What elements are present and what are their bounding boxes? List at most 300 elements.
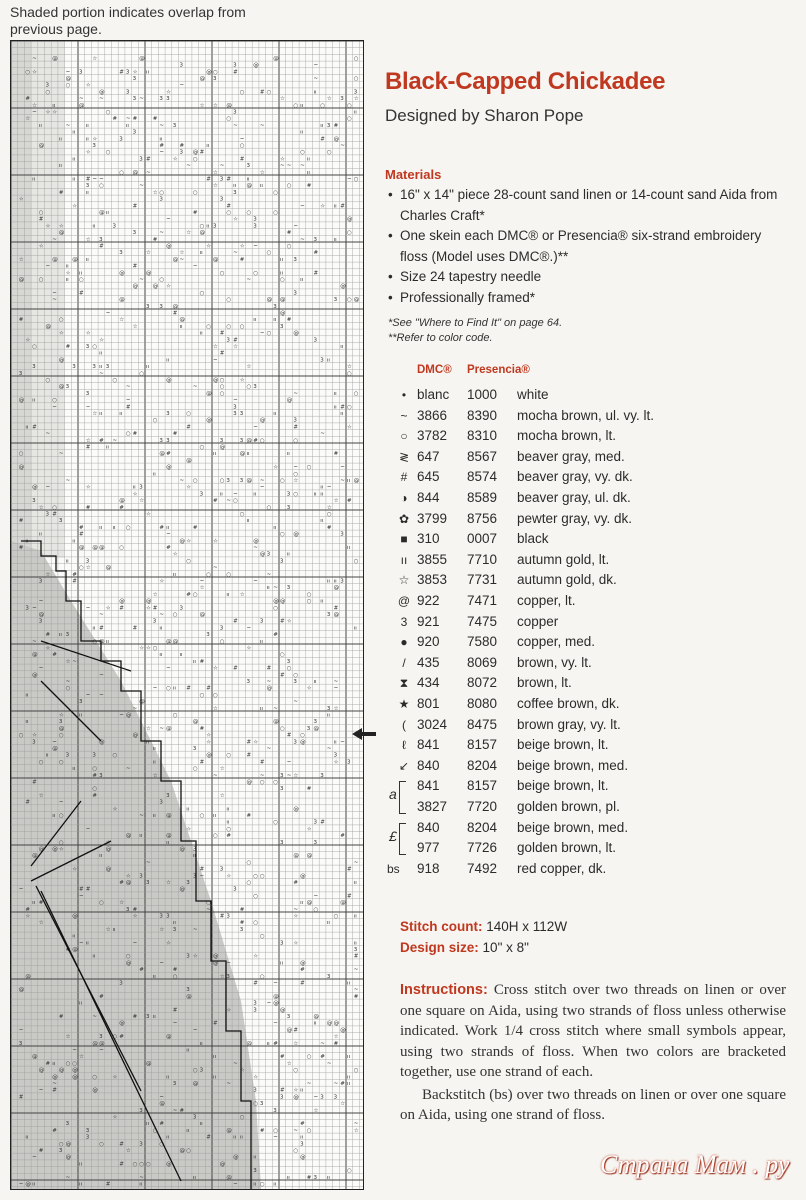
svg-text:~: ~: [353, 987, 359, 994]
blend-symbol: a: [389, 786, 397, 803]
svg-text:○: ○: [306, 464, 312, 471]
svg-text:~: ~: [85, 692, 91, 699]
svg-text:~: ~: [32, 605, 37, 612]
presencia-number: 7471: [467, 593, 498, 608]
svg-text:#: #: [300, 980, 305, 987]
svg-text:#: #: [85, 504, 91, 511]
svg-text:~: ~: [18, 1027, 24, 1034]
svg-text:ıı: ıı: [347, 478, 351, 484]
svg-text:☆: ☆: [186, 484, 192, 491]
svg-text:#: #: [85, 444, 91, 451]
svg-text:○: ○: [226, 752, 232, 759]
svg-text:@: @: [259, 551, 266, 558]
svg-text:~: ~: [313, 893, 319, 900]
dmc-number: 3827: [417, 799, 448, 814]
svg-text:○: ○: [192, 1067, 198, 1074]
svg-text:ıı: ıı: [58, 163, 62, 170]
svg-text:○: ○: [313, 906, 319, 913]
svg-text:☆: ☆: [306, 685, 312, 692]
svg-text:@: @: [105, 866, 112, 873]
svg-text:~: ~: [172, 1107, 178, 1114]
svg-text:☆: ☆: [213, 344, 218, 350]
svg-text:○: ○: [286, 665, 292, 672]
color-name: beige brown, lt.: [517, 737, 609, 753]
svg-text:~: ~: [105, 310, 111, 317]
svg-text:ıı: ıı: [25, 692, 29, 699]
svg-text:@: @: [199, 612, 206, 618]
svg-text:@: @: [259, 417, 266, 424]
svg-text:3: 3: [273, 303, 277, 310]
svg-text:○: ○: [18, 732, 24, 739]
svg-text:○: ○: [293, 1148, 299, 1154]
svg-text:○: ○: [125, 524, 131, 531]
svg-text:3: 3: [246, 163, 250, 170]
svg-text:○: ○: [99, 183, 104, 190]
svg-text:#: #: [280, 1087, 285, 1094]
svg-text:ıı: ıı: [326, 712, 330, 719]
svg-text:#: #: [199, 759, 205, 766]
svg-text:#: #: [233, 337, 238, 344]
svg-text:@: @: [52, 746, 58, 752]
svg-text:@: @: [293, 330, 299, 337]
svg-text:@: @: [166, 377, 172, 384]
svg-text:~: ~: [259, 484, 265, 491]
svg-text:☆: ☆: [166, 283, 172, 290]
svg-text:☆: ☆: [38, 504, 44, 511]
svg-text:☆: ☆: [152, 772, 158, 779]
svg-text:☆: ☆: [333, 1034, 339, 1041]
svg-text:☆: ☆: [347, 364, 352, 371]
svg-text:~: ~: [293, 1127, 299, 1134]
svg-text:~: ~: [166, 531, 171, 538]
svg-text:3: 3: [139, 1141, 143, 1148]
svg-text:~: ~: [72, 658, 77, 665]
svg-text:ıı: ıı: [192, 658, 196, 665]
svg-text:~: ~: [326, 484, 332, 491]
svg-text:#: #: [253, 980, 258, 987]
svg-text:3: 3: [32, 364, 36, 371]
svg-text:3: 3: [226, 973, 230, 980]
svg-text:ıı: ıı: [199, 1040, 203, 1047]
svg-text:○: ○: [45, 377, 51, 384]
svg-text:~: ~: [353, 1121, 359, 1128]
svg-text:ıı: ıı: [72, 933, 76, 940]
svg-text:#: #: [259, 759, 265, 766]
svg-text:@: @: [159, 451, 165, 458]
svg-text:~: ~: [293, 464, 299, 471]
svg-text:3: 3: [85, 344, 90, 350]
svg-text:#: #: [293, 880, 299, 886]
svg-text:@: @: [333, 136, 340, 143]
svg-text:☆: ☆: [146, 725, 151, 732]
svg-text:ıı: ıı: [146, 739, 150, 746]
stitch-symbol: ●: [400, 635, 408, 650]
svg-text:3: 3: [186, 953, 190, 960]
svg-text:~: ~: [353, 967, 359, 974]
svg-text:~: ~: [293, 906, 299, 913]
svg-text:☆: ☆: [306, 826, 312, 833]
pattern-title: Black-Capped Chickadee: [385, 68, 666, 95]
svg-text:ıı: ıı: [65, 263, 69, 270]
svg-text:○: ○: [239, 1114, 245, 1121]
svg-text:ıı: ıı: [333, 578, 337, 585]
presencia-number: 8204: [467, 819, 498, 835]
svg-text:3: 3: [152, 618, 157, 625]
svg-text:○: ○: [300, 149, 305, 156]
svg-text:ıı: ıı: [166, 524, 170, 531]
svg-text:3: 3: [286, 585, 291, 592]
svg-text:~: ~: [259, 122, 265, 129]
svg-text:3: 3: [280, 1094, 284, 1101]
svg-text:@: @: [206, 752, 212, 759]
svg-text:○: ○: [246, 384, 252, 391]
svg-text:☆: ☆: [206, 732, 212, 739]
svg-text:~: ~: [79, 940, 84, 947]
color-name: white: [517, 387, 549, 402]
svg-text:~: ~: [253, 545, 258, 551]
svg-text:○: ○: [293, 102, 299, 109]
material-item: • 16" x 14" piece 28-count sand linen or 14-count sand Aida from Charles Craft*: [385, 185, 785, 226]
svg-text:☆: ☆: [139, 645, 145, 652]
svg-text:ıı: ıı: [333, 390, 337, 397]
svg-text:@: @: [313, 1014, 319, 1020]
svg-text:~: ~: [226, 960, 232, 967]
svg-text:ıı: ıı: [72, 538, 76, 545]
svg-text:#: #: [38, 1148, 44, 1154]
stitch-count-value: 140H x 112W: [486, 919, 568, 934]
svg-text:~: ~: [313, 76, 319, 82]
svg-text:3: 3: [333, 1094, 338, 1101]
svg-text:#: #: [119, 1034, 124, 1041]
svg-text:~: ~: [139, 277, 144, 283]
svg-text:3: 3: [65, 1121, 70, 1128]
svg-text:☆: ☆: [92, 136, 98, 143]
svg-text:○: ○: [326, 511, 332, 518]
svg-text:ıı: ıı: [105, 210, 109, 216]
svg-text:ıı: ıı: [99, 853, 103, 860]
svg-text:~: ~: [65, 478, 71, 484]
svg-text:○: ○: [306, 1127, 312, 1134]
stitch-count-label: Stitch count:: [400, 919, 483, 934]
svg-text:#: #: [333, 451, 339, 458]
svg-text:~: ~: [166, 665, 171, 672]
svg-text:@: @: [273, 719, 279, 726]
svg-text:ıı: ıı: [159, 136, 163, 143]
svg-text:~: ~: [340, 143, 345, 149]
svg-text:○: ○: [219, 478, 225, 484]
svg-text:@: @: [313, 725, 319, 732]
svg-text:#: #: [213, 1020, 218, 1027]
svg-text:#: #: [152, 236, 158, 243]
svg-text:ıı: ıı: [172, 571, 176, 578]
stitch-symbol: ■: [400, 532, 408, 547]
svg-text:3: 3: [85, 1134, 90, 1141]
svg-text:@: @: [32, 652, 38, 659]
svg-text:~: ~: [253, 243, 258, 250]
blend-bracket: [399, 823, 406, 856]
svg-text:@: @: [246, 437, 252, 444]
svg-text:3: 3: [333, 752, 338, 759]
svg-text:#: #: [320, 1054, 325, 1061]
design-size: [400, 938, 529, 958]
svg-text:☆: ☆: [226, 873, 232, 880]
svg-text:@: @: [186, 457, 192, 464]
svg-text:○: ○: [45, 89, 51, 96]
svg-text:#: #: [233, 69, 238, 76]
svg-text:○: ○: [112, 752, 118, 759]
instructions-text: Cross stitch over two threads on linen or over one square on Aida, using two strands of floss unless otherwise indicated. Work 1/4 cross stitch where small symbols appear, using two strands of floss. When two colors are bracketed together, use one strand of each.: [400, 982, 787, 1080]
svg-text:☆: ☆: [186, 538, 192, 545]
svg-text:○: ○: [92, 638, 98, 645]
svg-text:@: @: [280, 598, 286, 605]
svg-text:○: ○: [353, 558, 359, 565]
svg-text:○: ○: [112, 377, 118, 384]
svg-text:☆: ☆: [159, 926, 165, 933]
svg-text:~: ~: [112, 437, 118, 444]
svg-text:ıı: ıı: [186, 1047, 190, 1054]
dmc-number: 840: [417, 757, 440, 773]
svg-text:3: 3: [226, 913, 230, 920]
svg-text:~: ~: [65, 1174, 71, 1181]
svg-text:☆: ☆: [146, 511, 151, 518]
svg-text:@: @: [179, 886, 185, 893]
svg-text:ıı: ıı: [45, 752, 49, 759]
svg-text:○: ○: [280, 725, 285, 732]
svg-text:@: @: [65, 1154, 72, 1161]
svg-text:☆: ☆: [280, 156, 285, 163]
presencia-number: 8204: [467, 757, 498, 773]
svg-text:○: ○: [293, 672, 299, 679]
presencia-number: 8390: [467, 407, 498, 423]
svg-text:○: ○: [347, 230, 352, 237]
svg-text:○: ○: [273, 605, 279, 612]
svg-text:#: #: [125, 404, 131, 411]
svg-text:@: @: [266, 297, 273, 304]
svg-text:@: @: [99, 1040, 105, 1047]
svg-text:☆: ☆: [18, 196, 24, 203]
svg-text:○: ○: [246, 880, 252, 886]
svg-text:ıı: ıı: [146, 364, 150, 371]
svg-text:☆: ☆: [239, 1067, 245, 1074]
svg-text:#: #: [306, 1174, 312, 1181]
svg-text:ıı: ıı: [280, 256, 284, 263]
svg-text:☆: ☆: [85, 149, 91, 156]
svg-text:#: #: [239, 906, 245, 913]
svg-text:#: #: [172, 431, 178, 438]
svg-text:3: 3: [326, 973, 331, 980]
svg-text:3: 3: [266, 551, 271, 558]
presencia-number: 7731: [467, 572, 498, 588]
svg-text:#: #: [65, 344, 71, 350]
svg-text:3: 3: [353, 947, 358, 953]
svg-text:3: 3: [259, 1101, 264, 1108]
svg-text:3: 3: [199, 1067, 204, 1074]
svg-text:#: #: [219, 350, 225, 357]
svg-text:@: @: [105, 565, 112, 572]
svg-text:ıı: ıı: [38, 531, 42, 538]
svg-text:3: 3: [159, 913, 163, 920]
svg-text:3: 3: [280, 772, 284, 779]
svg-text:3: 3: [146, 1014, 150, 1020]
svg-text:☆: ☆: [340, 1101, 346, 1108]
svg-text:@: @: [79, 545, 85, 551]
svg-text:@: @: [25, 1181, 31, 1188]
svg-text:@: @: [38, 143, 45, 149]
svg-text:ıı: ıı: [92, 223, 96, 230]
svg-text:@: @: [166, 1161, 172, 1168]
svg-text:○: ○: [112, 1034, 118, 1041]
svg-text:3: 3: [313, 1174, 317, 1181]
svg-text:○: ○: [172, 712, 178, 719]
svg-text:○: ○: [125, 953, 131, 960]
svg-text:○: ○: [219, 638, 225, 645]
svg-text:@: @: [246, 183, 252, 190]
svg-text:☆: ☆: [146, 605, 151, 612]
svg-text:ıı: ıı: [172, 685, 176, 692]
svg-text:○: ○: [280, 277, 285, 283]
svg-text:#: #: [306, 183, 312, 190]
svg-text:~: ~: [85, 826, 91, 833]
svg-text:○: ○: [273, 1127, 279, 1134]
svg-text:○: ○: [58, 732, 64, 739]
svg-text:○: ○: [353, 55, 359, 62]
svg-text:○: ○: [226, 210, 232, 216]
svg-text:ıı: ıı: [253, 1154, 257, 1161]
svg-text:○: ○: [192, 478, 198, 484]
svg-text:~: ~: [300, 236, 305, 243]
svg-text:@: @: [353, 478, 360, 484]
svg-text:○: ○: [280, 652, 285, 659]
svg-text:3: 3: [79, 699, 83, 706]
svg-text:~: ~: [99, 1047, 104, 1054]
svg-text:~: ~: [99, 176, 104, 183]
svg-text:@: @: [219, 1161, 226, 1168]
svg-text:☆: ☆: [293, 940, 299, 947]
svg-text:○: ○: [306, 591, 312, 598]
svg-text:3: 3: [326, 705, 331, 712]
svg-text:~: ~: [293, 223, 299, 230]
svg-text:☆: ☆: [38, 792, 44, 799]
svg-text:ıı: ıı: [306, 169, 310, 176]
svg-text:~: ~: [273, 1020, 278, 1027]
svg-text:☆: ☆: [45, 223, 51, 230]
svg-text:~: ~: [139, 96, 144, 103]
svg-text:~: ~: [226, 1081, 232, 1087]
svg-text:@: @: [119, 1020, 125, 1027]
svg-text:☆: ☆: [333, 705, 339, 712]
svg-text:#: #: [199, 866, 205, 873]
svg-text:~: ~: [233, 397, 238, 404]
svg-text:3: 3: [340, 531, 344, 538]
svg-text:☆: ☆: [146, 250, 151, 257]
svg-text:#: #: [233, 618, 238, 625]
svg-text:#: #: [159, 143, 165, 149]
svg-text:ıı: ıı: [300, 1134, 304, 1141]
svg-text:~: ~: [266, 571, 272, 578]
svg-text:☆: ☆: [313, 1107, 319, 1114]
svg-text:ıı: ıı: [79, 712, 83, 719]
svg-text:@: @: [280, 310, 286, 317]
svg-text:ıı: ıı: [79, 1000, 83, 1007]
svg-text:3: 3: [340, 578, 344, 585]
dmc-number: 921: [417, 613, 440, 629]
svg-text:~: ~: [253, 578, 258, 585]
svg-text:3: 3: [226, 478, 230, 484]
svg-text:○: ○: [266, 330, 272, 337]
svg-text:○: ○: [58, 759, 64, 766]
svg-text:○: ○: [266, 89, 272, 96]
materials-heading: Materials: [385, 167, 442, 182]
svg-text:3: 3: [333, 297, 338, 304]
svg-text:○: ○: [206, 900, 212, 907]
svg-text:~: ~: [32, 55, 37, 62]
svg-text:○: ○: [199, 692, 205, 699]
svg-text:☆: ☆: [105, 926, 111, 933]
svg-text:ıı: ıı: [79, 1161, 83, 1168]
svg-text:3: 3: [32, 498, 36, 505]
svg-text:@: @: [253, 538, 259, 545]
svg-text:ıı: ıı: [226, 591, 230, 598]
svg-text:ıı: ıı: [313, 1020, 317, 1027]
svg-text:@: @: [179, 846, 185, 853]
svg-text:ıı: ıı: [72, 176, 76, 183]
svg-text:3: 3: [179, 605, 183, 612]
svg-text:ıı: ıı: [132, 484, 136, 491]
svg-text:☆: ☆: [213, 665, 218, 672]
svg-text:~: ~: [233, 250, 238, 257]
stitch-symbol: ○: [400, 429, 408, 444]
svg-text:ıı: ıı: [347, 1054, 351, 1061]
svg-text:3: 3: [125, 89, 130, 96]
svg-text:ıı: ıı: [125, 122, 129, 129]
svg-text:#: #: [259, 89, 265, 96]
svg-text:○: ○: [38, 210, 44, 216]
svg-text:@: @: [38, 612, 45, 618]
dmc-number: 434: [417, 675, 440, 691]
stitch-symbol: ★: [398, 697, 410, 711]
svg-text:ıı: ıı: [286, 551, 290, 558]
svg-text:#: #: [300, 967, 305, 974]
svg-text:~: ~: [125, 116, 131, 123]
svg-text:#: #: [119, 1141, 124, 1148]
blend-symbol: £: [389, 827, 397, 844]
svg-text:○: ○: [293, 437, 299, 444]
svg-text:ıı: ıı: [347, 1081, 351, 1087]
svg-text:☆: ☆: [192, 953, 198, 960]
svg-text:~: ~: [58, 451, 64, 458]
svg-text:@: @: [58, 384, 65, 391]
presencia-number: 8475: [467, 716, 498, 732]
svg-text:○: ○: [92, 1074, 98, 1081]
svg-text:~: ~: [32, 638, 37, 645]
svg-text:☆: ☆: [32, 69, 38, 76]
svg-text:○: ○: [219, 270, 225, 277]
svg-text:○: ○: [280, 531, 285, 538]
svg-text:ıı: ıı: [206, 223, 210, 230]
svg-text:~: ~: [85, 605, 91, 612]
svg-text:ıı: ıı: [280, 270, 284, 277]
svg-text:@: @: [286, 1027, 293, 1034]
svg-text:@: @: [333, 1020, 340, 1027]
svg-text:~: ~: [273, 1134, 278, 1141]
svg-text:☆: ☆: [85, 484, 91, 491]
svg-text:@: @: [166, 638, 172, 645]
svg-text:ıı: ıı: [326, 578, 330, 585]
svg-text:3: 3: [119, 980, 123, 987]
svg-text:3: 3: [105, 364, 110, 371]
svg-text:#: #: [179, 1107, 185, 1114]
svg-text:○: ○: [213, 692, 218, 699]
